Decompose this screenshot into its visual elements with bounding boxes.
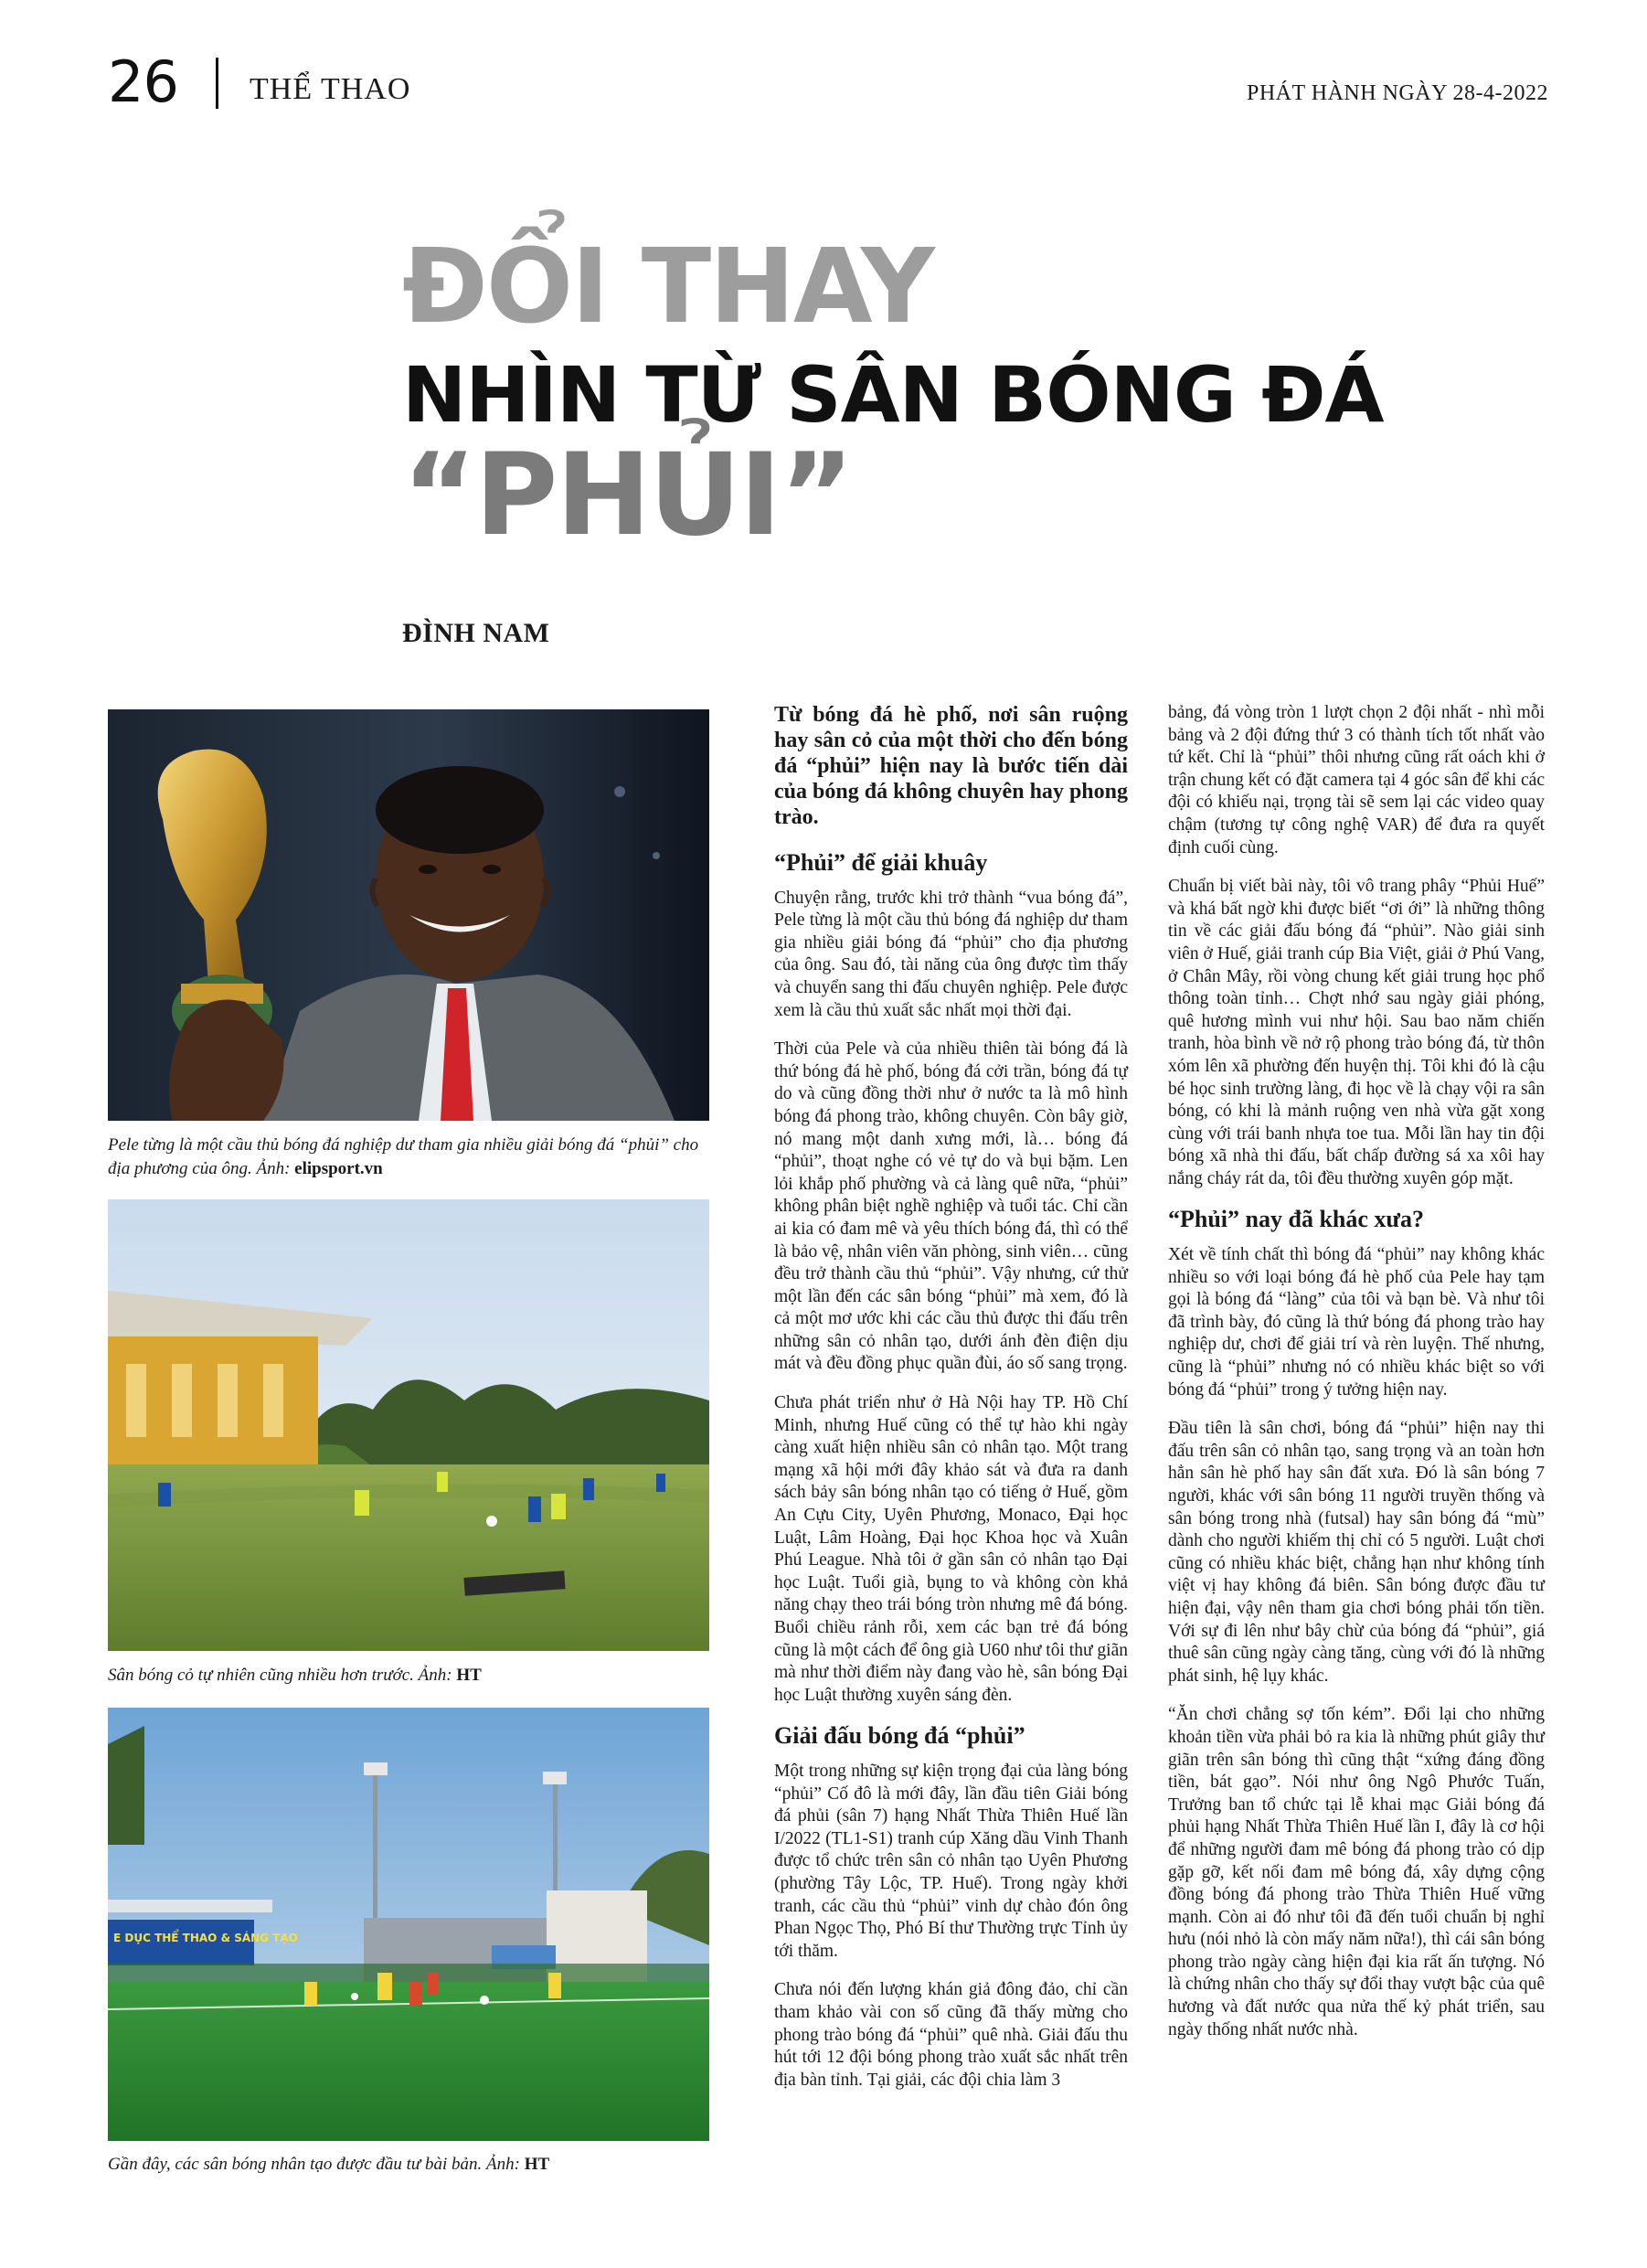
photo-artificial-field (108, 1708, 709, 2141)
photo-grass-field (108, 1199, 709, 1651)
photo-credit: HT (524, 2155, 550, 2174)
caption-photo-1: Pele từng là một cầu thủ bóng đá nghiệp dư tham gia nhiều giải bóng đá “phủi” cho địa phương của ông. Ảnh: elipsport.vn (108, 1135, 699, 1178)
photo-credit: HT (456, 1666, 482, 1685)
article-column-2 (774, 702, 1128, 2108)
title-line-1: ĐỔI THAY (402, 228, 933, 346)
article-lead: Từ bóng đá hè phố, nơi sân ruộng hay sân cỏ của một thời cho đến bóng đá “phủi” hiện nay là bước tiến dài của bóng đá không chuyên hay phong trào. (774, 703, 1128, 829)
photo-pele (108, 709, 709, 1121)
paragraph: Xét về tính chất thì bóng đá “phủi” nay không khác nhiều so với loại bóng đá hè phố của Pele hay tạm gọi là bóng đá “làng” của tôi và bạn bè. Và như tôi đã trình bày, đó cũng là thứ bóng đá phong trào hay nghiệp dư, chơi để giải trí và rèn luyện. Thế nhưng, cũng là “phủi” nhưng nó có nhiều khác biệt so với bóng đá “phủi” trong ý tưởng hiện nay. (1168, 1245, 1545, 1400)
subheading: Giải đấu bóng đá “phủi” (774, 1722, 1025, 1750)
article-title (402, 228, 1499, 561)
byline: ĐÌNH NAM (402, 618, 550, 648)
paragraph: Chưa phát triển như ở Hà Nội hay TP. Hồ Chí Minh, nhưng Huế cũng có thể tự hào khi ngày càng xuất hiện nhiều sân cỏ nhân tạo. Một trang mạng xã hội mới đây khảo sát và đưa ra danh sách bảy sân bóng nhân tạo có tiếng ở Huế, gồm An Cựu City, Uyên Phương, Monaco, Đại học Luật, Lâm Hoàng, Đại học Khoa học và Xuân Phú League. Nhà tôi ở gần sân cỏ nhân tạo Đại học Luật. Tuổi già, bụng to và không còn khả năng chạy theo trái bóng tròn nhưng mê đá bóng. Buổi chiều rảnh rỗi, xem các bạn trẻ đá bóng cũng là một cách để ông già U60 như tôi thư giãn mà như thời điểm này đang vào hè, sân bóng Đại học Luật thường xuyên sáng đèn. (774, 1393, 1128, 1705)
title-line-3: “PHỦI” (402, 430, 853, 561)
paragraph: Chưa nói đến lượng khán giả đông đảo, chỉ cần tham khảo vài con số cũng đã thấy mừng cho phong trào bóng đá “phủi” quê nhà. Giải đấu thu hút tới 12 đội bóng phong trào xuất sắc nhất trên địa bàn tỉnh. Tại giải, các đội chia làm 3 (774, 1980, 1128, 2090)
caption-photo-3: Gần đây, các sân bóng nhân tạo được đầu tư bài bản. Ảnh: HT (108, 2155, 550, 2174)
page-header (108, 50, 1548, 114)
paragraph: Một trong những sự kiện trọng đại của làng bóng “phủi” Cố đô là mới đây, lần đầu tiên Giải bóng đá phủi (sân 7) hạng Nhất Thừa Thiên Huế lần I/2022 (TL1-S1) tranh cúp Xăng dầu Vinh Thanh được tổ chức trên sân cỏ nhân tạo Uyên Phương (phường Tây Lộc, TP. Huế). Trong ngày khởi tranh, các cầu thủ “phủi” vinh dự chào đón ông Phan Ngọc Thọ, Phó Bí thư Thường trực Tỉnh ủy tới thăm. (774, 1761, 1128, 1961)
subheading: “Phủi” để giải khuây (774, 849, 988, 876)
paragraph: Chuẩn bị viết bài này, tôi vô trang phây “Phủi Huế” và khá bất ngờ khi được biết “ơi ới” là những thông tin về các giải đấu bóng đá “phủi”. Nào giải sinh viên ở Huế, giải tranh cúp Bia Việt, giải ở Phú Vang, ở Chân Mây, rồi vòng chung kết giải trung học phổ thông toàn tỉnh… Chợt nhớ sau ngày giải phóng, quê hương mình vui như hội. Sau bao năm chiến tranh, hòa bình về nở rộ phong trào bóng đá, từ thôn xóm lên xã phường đến huyện thị. Tôi khi đó là cậu bé học sinh trường làng, đi học về là chạy vội ra sân bóng, có khi là mảnh ruộng ven nhà vừa gặt xong cùng với trái banh nhựa toe tua. Mỗi lần hay tin đội bóng xã nhà thi đấu, bất chấp đường sá xa xôi hay nắng cháy rát da, tôi đều thường xuyên góp mặt. (1168, 877, 1545, 1188)
paragraph: bảng, đá vòng tròn 1 lượt chọn 2 đội nhất - nhì mỗi bảng và 2 đội đứng thứ 3 có thành tích tốt nhất vào tứ kết. Chỉ là “phủi” thôi nhưng cũng rất oách khi ở trận chung kết có đặt camera tại 4 góc sân để khi các đội có khiếu nại, trọng tài sẽ sem lại các video quay chậm (tương tự công nghệ VAR) để đưa ra quyết định cuối cùng. (1168, 703, 1545, 857)
paragraph: Chuyện rằng, trước khi trở thành “vua bóng đá”, Pele từng là một cầu thủ bóng đá nghiệp dư tham gia nhiều giải bóng đá “phủi” cho địa phương của ông. Sau đó, tài năng của ông được tìm thấy và chuyển sang thi đấu chuyên nghiệp. Pele được xem là cầu thủ xuất sắc nhất mọi thời đại. (774, 888, 1128, 1020)
page-number: 26 (108, 48, 178, 115)
photo-credit: elipsport.vn (294, 1158, 383, 1178)
release-date: PHÁT HÀNH NGÀY 28-4-2022 (1247, 81, 1548, 105)
article-column-3 (1168, 702, 1545, 2058)
paragraph: Thời của Pele và của nhiều thiên tài bóng đá là thứ bóng đá hè phố, bóng đá cởi trần, bóng đá tự do và cũng đồng thời như ở nước ta là mô hình bóng đá phong trào, không chuyên. Còn bây giờ, nó mang một danh xưng mới, là… bóng đá “phủi”, thoạt nghe có vẻ tự do và bụi bặm. Len lỏi khắp phố phường và cả làng quê nữa, “phủi” không phân biệt nghề nghiệp và tuổi tác. Chỉ cần ai kia có đam mê và yêu thích bóng đá, thì có thể là bảo vệ, nhân viên văn phòng, sinh viên… cũng đều trở thành cầu thủ “phủi”. Vậy nhưng, cứ thử một lần đến các sân bóng “phủi” mà xem, đó là cả một mơ ước khi các cầu thủ được thi đấu trên những sân cỏ nhân tạo, dưới ánh đèn điện dịu mát và đều đồng phục quần đùi, áo số sang trọng. (774, 1039, 1128, 1374)
header-divider (216, 58, 218, 109)
field-banner: E DỤC THỂ THAO & SÁNG TẠO (113, 1932, 298, 1944)
title-line-2: NHÌN TỪ SÂN BÓNG ĐÁ (402, 350, 1384, 440)
section-name: THỂ THAO (250, 72, 411, 106)
subheading: “Phủi” nay đã khác xưa? (1168, 1206, 1425, 1233)
paragraph: Đầu tiên là sân chơi, bóng đá “phủi” hiện nay thi đấu trên sân cỏ nhân tạo, sang trọng và an toàn hơn hẳn sân hè phố hay sân đất xưa. Đó là sân bóng 7 người, khác với sân bóng 11 người truyền thống và sân bóng trong nhà (futsal) hay sân bóng đá “mù” dành cho người khiếm thị chỉ có 5 người. Luật chơi cũng có nhiều khác biệt, chẳng hạn như không tính việt vị hay không đá biên. Sân bóng được đầu tư hiện đại, vậy nên tham gia chơi bóng phải tốn tiền. Với sự đi lên như bây chừ của bóng đá “phủi”, giá thuê sân cũng ngày càng tăng, cùng với đó là những phát sinh, hệ lụy khác. (1168, 1419, 1545, 1686)
paragraph: “Ăn chơi chẳng sợ tốn kém”. Đổi lại cho những khoản tiền vừa phải bỏ ra kia là những phút giây thư giãn trên sân bóng thì cũng thật “xứng đáng đồng tiền, bát gạo”. Nói như ông Ngô Phước Tuấn, Trưởng ban tổ chức tại lễ khai mạc Giải bóng đá phủi hạng Nhất Thừa Thiên Huế lần I, đây là cơ hội để những người đam mê bóng đá phong trào có dịp gặp gỡ, kết nối đam mê bóng đá, xây dựng cộng đồng bóng đá phong trào Thừa Thiên Huế vững mạnh. Còn ai đó như tôi đã đến tuổi chuẩn bị nghỉ hưu (nói nhỏ là còn mấy năm nữa!), thì cái sân bóng phong trào ngày càng hiện đại kia rất ấn tượng. Nó là chứng nhân cho thấy sự đổi thay vượt bậc của quê hương và đất nước qua nửa thế kỷ phát triển, sau ngày thống nhất nước nhà. (1168, 1705, 1545, 2039)
caption-photo-2: Sân bóng cỏ tự nhiên cũng nhiều hơn trước. Ảnh: HT (108, 1666, 482, 1685)
